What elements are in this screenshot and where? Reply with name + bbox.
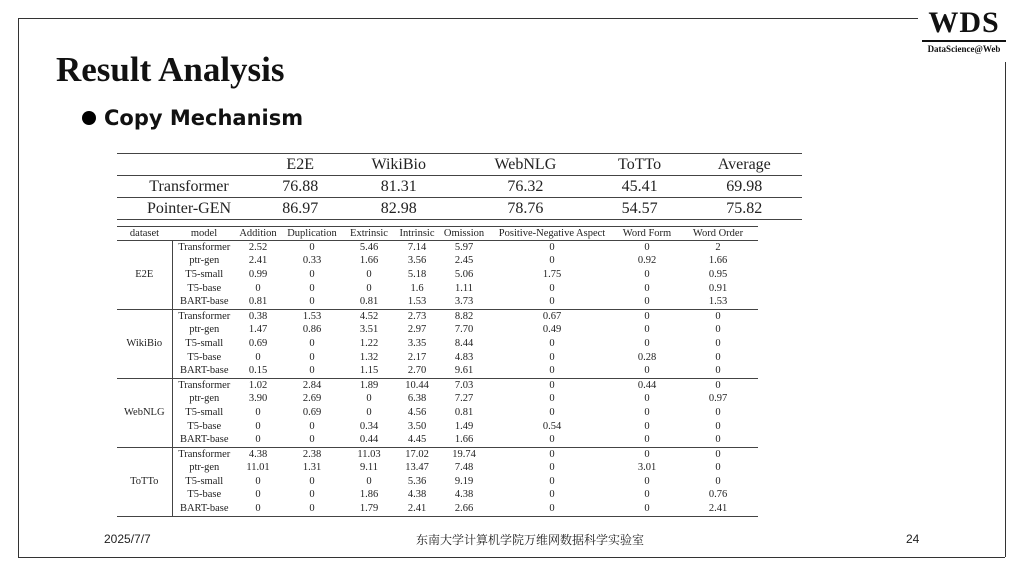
value-cell: 7.70	[454, 324, 474, 336]
table-row	[117, 420, 758, 434]
value-cell: 0.28	[637, 351, 657, 363]
summary-cell: 76.32	[458, 176, 593, 198]
value-cell: 0	[366, 282, 372, 294]
value-cell: 0	[715, 379, 721, 391]
value-cell: 1.75	[542, 268, 562, 280]
summary-row	[117, 198, 802, 220]
value-cell: 4.56	[407, 406, 427, 418]
value-cell: 0	[644, 241, 650, 253]
value-cell: 0	[255, 282, 261, 294]
table-row	[117, 282, 758, 296]
table-row	[117, 268, 758, 282]
value-cell: 1.22	[359, 337, 379, 349]
model-cell: T5-small	[185, 406, 224, 418]
detail-table	[117, 226, 758, 517]
value-cell: 5.97	[454, 241, 474, 253]
table-row	[117, 489, 758, 503]
model-cell: ptr-gen	[189, 393, 220, 405]
value-cell: 0	[644, 337, 650, 349]
value-cell: 0	[366, 406, 372, 418]
table-row	[117, 351, 758, 365]
value-cell: 1.86	[359, 489, 379, 501]
table-row	[117, 295, 758, 309]
detail-group-webnlg	[117, 378, 758, 447]
value-cell: 1.49	[454, 420, 474, 432]
value-cell: 0	[644, 310, 650, 322]
value-cell: 0.86	[302, 324, 322, 336]
wds-logo	[918, 8, 1010, 55]
value-cell: 0	[715, 462, 721, 474]
value-cell: 0.38	[248, 310, 268, 322]
value-cell: 2.70	[394, 364, 440, 378]
value-cell: 8.44	[454, 337, 474, 349]
value-cell: 0.95	[708, 268, 728, 280]
summary-table	[117, 153, 802, 220]
value-cell: 0	[309, 489, 315, 501]
value-cell: 4.38	[407, 489, 427, 501]
table-row	[117, 475, 758, 489]
frame-top-line	[18, 18, 918, 19]
value-cell: 0	[715, 351, 721, 363]
table-row	[117, 393, 758, 407]
value-cell: 0	[715, 475, 721, 487]
model-cell: BART-base	[172, 433, 236, 447]
value-cell: 0	[255, 420, 261, 432]
summary-header-cell	[117, 154, 261, 176]
value-cell: 0	[644, 475, 650, 487]
detail-header-cell: Positive-Negative Aspect	[488, 227, 616, 241]
model-cell: T5-base	[187, 282, 222, 294]
model-cell: Transformer	[178, 241, 231, 253]
value-cell: 0.97	[708, 393, 728, 405]
model-cell: T5-base	[187, 489, 222, 501]
value-cell: 0	[549, 351, 555, 363]
footer-lab-name: 东南大学计算机学院万维网数据科学实验室	[415, 533, 644, 547]
value-cell: 2.97	[407, 324, 427, 336]
detail-header-cell: dataset	[117, 227, 172, 241]
value-cell: 4.52	[359, 310, 379, 322]
value-cell: 0	[236, 433, 280, 447]
value-cell: 1.15	[344, 364, 394, 378]
value-cell: 0	[488, 364, 616, 378]
detail-header-cell: Word Form	[616, 227, 678, 241]
summary-cell: Transformer	[117, 176, 261, 198]
value-cell: 0.69	[248, 337, 268, 349]
model-cell: T5-small	[185, 337, 224, 349]
dataset-cell: E2E	[117, 241, 172, 310]
detail-header-row	[117, 227, 758, 241]
value-cell: 5.06	[454, 268, 474, 280]
value-cell: 3.56	[407, 255, 427, 267]
detail-header-cell: Intrinsic	[394, 227, 440, 241]
model-cell: T5-base	[187, 351, 222, 363]
table-row	[117, 433, 758, 447]
detail-header-cell: Word Order	[678, 227, 758, 241]
summary-header-cell: WebNLG	[458, 154, 593, 176]
value-cell: 0	[549, 379, 555, 391]
value-cell: 2.73	[407, 310, 427, 322]
value-cell: 3.90	[248, 393, 268, 405]
summary-cell: 45.41	[593, 176, 687, 198]
dataset-cell: WikiBio	[117, 309, 172, 378]
table-row	[117, 337, 758, 351]
value-cell: 2.38	[302, 448, 322, 460]
summary-cell: 54.57	[593, 198, 687, 220]
value-cell: 0	[616, 364, 678, 378]
summary-header-row	[117, 154, 802, 176]
model-cell: T5-base	[187, 420, 222, 432]
dataset-cell: WebNLG	[117, 378, 172, 447]
model-cell: ptr-gen	[189, 324, 220, 336]
value-cell: 0	[644, 393, 650, 405]
summary-header-cell: WikiBio	[339, 154, 458, 176]
detail-group-totto	[117, 447, 758, 516]
summary-cell: 69.98	[687, 176, 802, 198]
value-cell: 0	[715, 406, 721, 418]
value-cell: 0	[616, 502, 678, 516]
value-cell: 7.48	[454, 462, 474, 474]
value-cell: 3.01	[637, 462, 657, 474]
detail-header-cell: Extrinsic	[344, 227, 394, 241]
model-cell: Transformer	[178, 310, 231, 322]
value-cell: 2.17	[407, 351, 427, 363]
value-cell: 1.66	[708, 255, 728, 267]
summary-cell: 82.98	[339, 198, 458, 220]
value-cell: 4.38	[454, 489, 474, 501]
table-row	[117, 324, 758, 338]
footer-page-number: 24	[906, 532, 920, 546]
value-cell: 11.03	[357, 448, 381, 460]
summary-cell: Pointer-GEN	[117, 198, 261, 220]
value-cell: 0	[309, 420, 315, 432]
value-cell: 0	[549, 475, 555, 487]
value-cell: 0	[255, 475, 261, 487]
value-cell: 0	[309, 337, 315, 349]
value-cell: 7.14	[407, 241, 427, 253]
frame-right-line	[1005, 62, 1006, 557]
value-cell: 0	[549, 241, 555, 253]
value-cell: 2.41	[678, 502, 758, 516]
model-cell: Transformer	[178, 448, 231, 460]
value-cell: 0	[549, 393, 555, 405]
value-cell: 0	[549, 282, 555, 294]
frame-left-line	[18, 18, 19, 558]
value-cell: 0	[309, 351, 315, 363]
value-cell: 0.44	[637, 379, 657, 391]
table-row	[117, 255, 758, 269]
value-cell: 0	[309, 475, 315, 487]
value-cell: 4.83	[454, 351, 474, 363]
value-cell: 0	[255, 406, 261, 418]
model-cell: BART-base	[172, 364, 236, 378]
table-row	[117, 364, 758, 378]
value-cell: 1.53	[394, 295, 440, 309]
model-cell: ptr-gen	[189, 462, 220, 474]
value-cell: 4.45	[394, 433, 440, 447]
value-cell: 1.11	[455, 282, 473, 294]
summary-cell: 75.82	[687, 198, 802, 220]
value-cell: 0	[644, 420, 650, 432]
value-cell: 5.18	[407, 268, 427, 280]
value-cell: 9.61	[440, 364, 488, 378]
value-cell: 2.84	[302, 379, 322, 391]
value-cell: 0.81	[236, 295, 280, 309]
value-cell: 1.66	[440, 433, 488, 447]
value-cell: 0	[644, 268, 650, 280]
value-cell: 4.38	[248, 448, 268, 460]
model-cell: T5-small	[185, 268, 224, 280]
table-row	[117, 447, 758, 461]
value-cell: 0	[255, 489, 261, 501]
detail-header-cell: model	[172, 227, 236, 241]
value-cell: 0.92	[637, 255, 657, 267]
value-cell: 8.82	[454, 310, 474, 322]
detail-header-cell: Duplication	[280, 227, 344, 241]
value-cell: 0.34	[359, 420, 379, 432]
table-row	[117, 406, 758, 420]
value-cell: 1.89	[359, 379, 379, 391]
value-cell: 0.99	[248, 268, 268, 280]
value-cell: 2.41	[248, 255, 268, 267]
value-cell: 1.31	[302, 462, 322, 474]
value-cell: 0	[366, 475, 372, 487]
value-cell: 0	[549, 337, 555, 349]
logo-rule	[922, 40, 1006, 42]
value-cell: 0	[309, 268, 315, 280]
value-cell: 3.51	[359, 324, 379, 336]
value-cell: 0	[549, 448, 555, 460]
value-cell: 6.38	[407, 393, 427, 405]
value-cell: 0	[309, 241, 315, 253]
detail-header-cell: Addition	[236, 227, 280, 241]
value-cell: 0.33	[302, 255, 322, 267]
value-cell: 0	[549, 255, 555, 267]
value-cell: 0	[280, 433, 344, 447]
table-row	[117, 378, 758, 392]
value-cell: 1.66	[359, 255, 379, 267]
value-cell: 9.19	[454, 475, 474, 487]
value-cell: 0	[715, 337, 721, 349]
slide-title: Result Analysis	[56, 50, 285, 89]
value-cell: 7.27	[454, 393, 474, 405]
summary-cell: 86.97	[261, 198, 339, 220]
table-row	[117, 241, 758, 255]
value-cell: 1.53	[678, 295, 758, 309]
value-cell: 0.69	[302, 406, 322, 418]
value-cell: 0	[488, 502, 616, 516]
table-row	[117, 309, 758, 323]
value-cell: 0	[644, 489, 650, 501]
model-cell: ptr-gen	[189, 255, 220, 267]
bullet-dot-icon	[82, 111, 96, 125]
value-cell: 0	[678, 364, 758, 378]
value-cell: 1.32	[359, 351, 379, 363]
value-cell: 0.67	[542, 310, 562, 322]
value-cell: 0	[549, 406, 555, 418]
value-cell: 1.47	[248, 324, 268, 336]
model-cell: Transformer	[178, 379, 231, 391]
value-cell: 5.46	[359, 241, 379, 253]
value-cell: 0.76	[708, 489, 728, 501]
value-cell: 3.73	[440, 295, 488, 309]
summary-header-cell: Average	[687, 154, 802, 176]
value-cell: 0	[366, 393, 372, 405]
value-cell: 0	[644, 406, 650, 418]
value-cell: 0	[549, 462, 555, 474]
value-cell: 0.91	[708, 282, 728, 294]
value-cell: 10.44	[405, 379, 429, 391]
value-cell: 1.53	[302, 310, 322, 322]
value-cell: 9.11	[360, 462, 378, 474]
value-cell: 1.02	[248, 379, 268, 391]
value-cell: 2	[715, 241, 721, 253]
model-cell: BART-base	[172, 295, 236, 309]
value-cell: 11.01	[246, 462, 270, 474]
summary-cell: 76.88	[261, 176, 339, 198]
dataset-cell: ToTTo	[117, 447, 172, 516]
value-cell: 0	[366, 268, 372, 280]
value-cell: 0	[255, 351, 261, 363]
summary-cell: 78.76	[458, 198, 593, 220]
detail-header-cell: Omission	[440, 227, 488, 241]
value-cell: 0	[280, 502, 344, 516]
value-cell: 0.44	[344, 433, 394, 447]
footer-date: 2025/7/7	[104, 532, 151, 546]
value-cell: 0	[616, 433, 678, 447]
value-cell: 0	[715, 448, 721, 460]
value-cell: 0	[309, 282, 315, 294]
value-cell: 0	[678, 433, 758, 447]
logo-main-text: WDS	[928, 6, 1000, 39]
table-row	[117, 502, 758, 516]
value-cell: 0	[715, 310, 721, 322]
model-cell: T5-small	[185, 475, 224, 487]
value-cell: 1.6	[410, 282, 424, 294]
value-cell: 0.81	[344, 295, 394, 309]
value-cell: 3.50	[407, 420, 427, 432]
value-cell: 0.15	[236, 364, 280, 378]
value-cell: 7.03	[454, 379, 474, 391]
frame-bottom-line	[18, 557, 1005, 558]
value-cell: 0	[644, 282, 650, 294]
value-cell: 19.74	[452, 448, 476, 460]
value-cell: 1.79	[344, 502, 394, 516]
bullet-text: Copy Mechanism	[104, 106, 304, 130]
value-cell: 0	[488, 295, 616, 309]
summary-header-cell: ToTTo	[593, 154, 687, 176]
logo-sub-text: DataScience@Web	[927, 44, 1001, 54]
value-cell: 2.69	[302, 393, 322, 405]
value-cell: 0.49	[542, 324, 562, 336]
value-cell: 0	[715, 324, 721, 336]
value-cell: 0	[644, 448, 650, 460]
value-cell: 5.36	[407, 475, 427, 487]
value-cell: 17.02	[405, 448, 429, 460]
detail-group-e2e	[117, 241, 758, 310]
value-cell: 0	[236, 502, 280, 516]
value-cell: 2.45	[454, 255, 474, 267]
value-cell: 0	[616, 295, 678, 309]
bullet-item	[82, 106, 303, 130]
value-cell: 2.66	[440, 502, 488, 516]
summary-cell: 81.31	[339, 176, 458, 198]
value-cell: 0.54	[542, 420, 562, 432]
value-cell: 0	[488, 433, 616, 447]
summary-row	[117, 176, 802, 198]
value-cell: 2.41	[394, 502, 440, 516]
value-cell: 2.52	[248, 241, 268, 253]
value-cell: 3.35	[407, 337, 427, 349]
model-cell: BART-base	[172, 502, 236, 516]
value-cell: 0	[280, 364, 344, 378]
value-cell: 0	[715, 420, 721, 432]
value-cell: 0	[549, 489, 555, 501]
value-cell: 13.47	[405, 462, 429, 474]
value-cell: 0	[644, 324, 650, 336]
value-cell: 0	[280, 295, 344, 309]
table-row	[117, 462, 758, 476]
value-cell: 0.81	[454, 406, 474, 418]
detail-group-wikibio	[117, 309, 758, 378]
summary-header-cell: E2E	[261, 154, 339, 176]
